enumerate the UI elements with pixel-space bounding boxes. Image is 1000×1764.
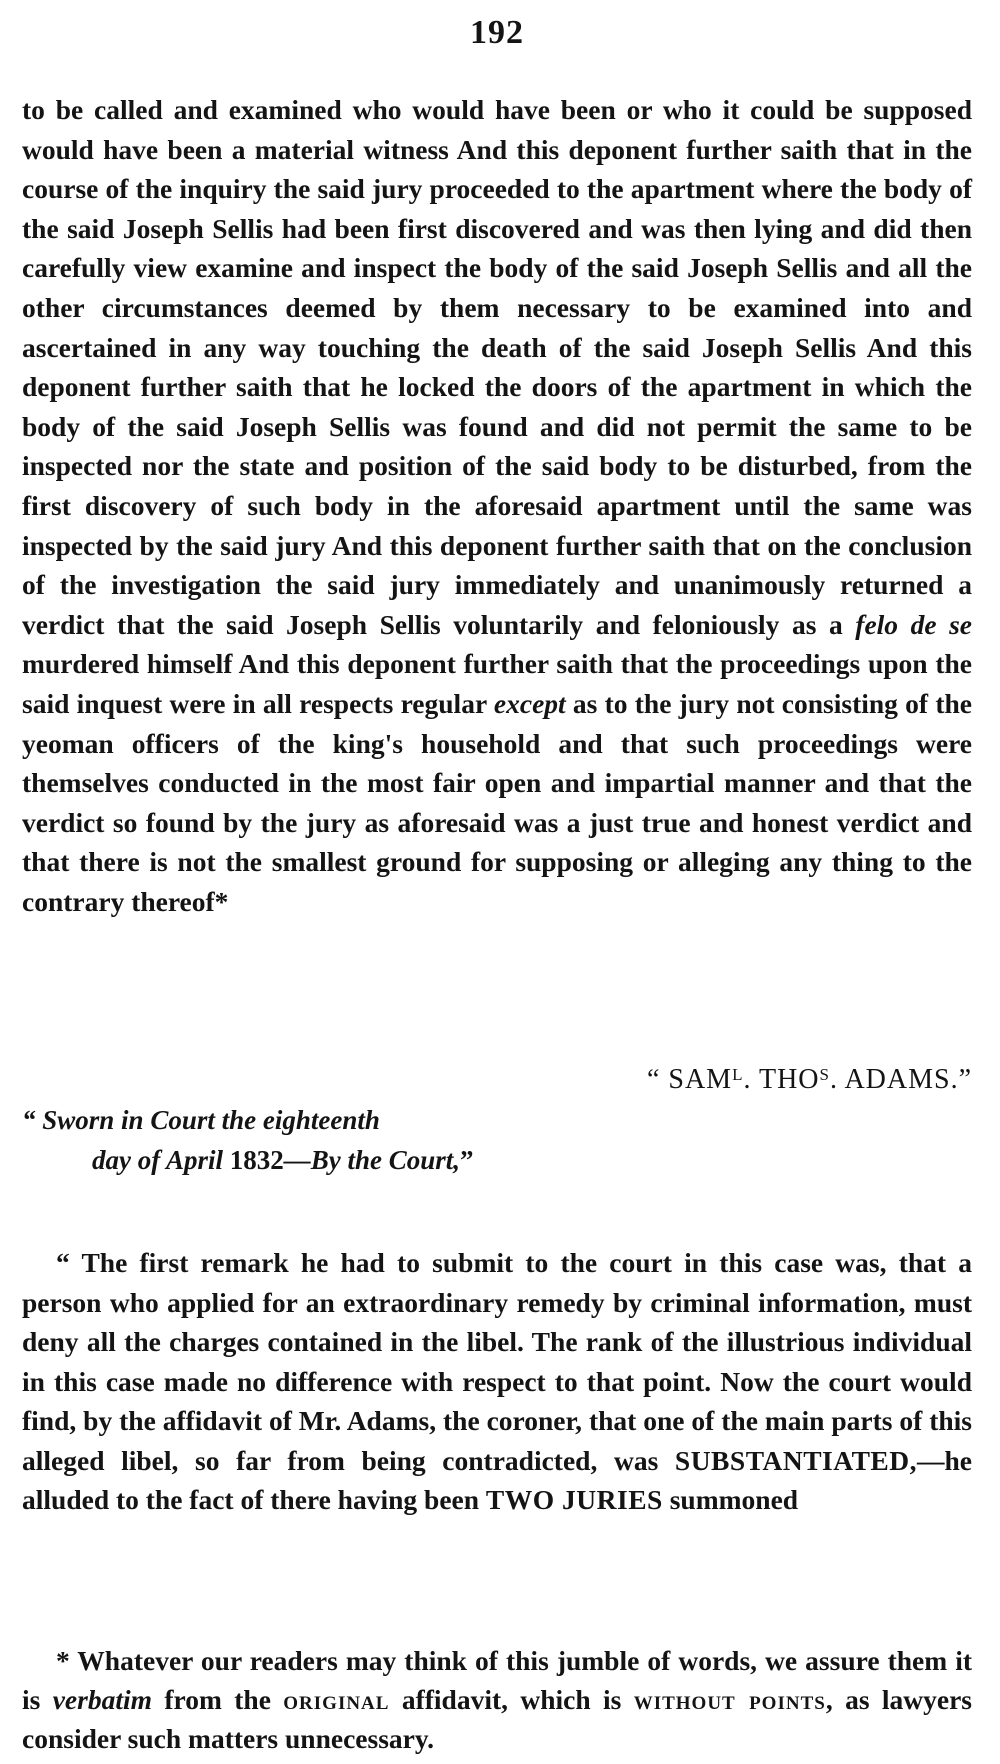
sworn-day-of-april: day of April: [92, 1145, 223, 1175]
felo-de-se-italic: felo de se: [855, 608, 972, 640]
signature-thos-sup: S: [819, 1065, 830, 1084]
sworn-year: 1832: [229, 1145, 284, 1175]
sworn-statement: [22, 1100, 474, 1180]
footnote-text-part2: from the: [164, 1684, 271, 1715]
signature-sam-sup: L: [732, 1065, 744, 1084]
signature-separator: .: [743, 1064, 759, 1095]
sworn-line-1-text: “ Sworn in Court the eighteenth: [22, 1105, 380, 1135]
footnote-text-part3: affidavit, which is: [401, 1684, 622, 1715]
footnote-text-part1: * Whatever our readers may think of this jumble of words, we assure them it is: [22, 1645, 972, 1715]
without-points-small-caps: without points: [633, 1684, 826, 1715]
sworn-by-the-court: —By the Court,: [283, 1145, 461, 1175]
footnote: [22, 1641, 972, 1758]
sworn-close-quote: ”: [460, 1145, 474, 1175]
signature-open-quote: “: [646, 1064, 661, 1095]
except-italic: except: [493, 687, 566, 719]
remark-text-part3: summoned: [669, 1484, 799, 1515]
deposition-text-part2: murdered himself And this deponent further saith that the proceedings upon the said inquest were in all respects regular: [22, 648, 972, 719]
remark-text-part1: “ The first remark he had to submit to the court in this case was, that a person who applied for an extraordinary remedy by criminal information, must deny all the charges contained in the libel. The rank of the illustrious individual in this case made no difference with respect to that point. Now the court would find, by the affidavit of Mr. Adams, the coroner, that one of the main parts of this alleged libel, so far from being contradicted, was: [22, 1247, 972, 1476]
page-number: 192: [470, 14, 524, 51]
footnote-text-part4: , as lawyers consider such matters unnecessary.: [22, 1684, 972, 1754]
signature-thos: THO: [758, 1064, 820, 1095]
verbatim-italic: verbatim: [52, 1684, 152, 1715]
deposition-paragraph: [22, 90, 972, 921]
signature-sam: SAM: [668, 1064, 733, 1095]
deposition-text-part1: to be called and examined who would have been or who it could be supposed would have been a material witness And this deponent further saith that in the course of the inquiry the said jury proceeded to the apartment where the body of the said Joseph Sellis had been first discovered and was then lying and did then carefully view examine and inspect the body of the said Joseph Sellis and all the other circumstances deemed by them necessary to be examined into and ascertained in any way touching the death of the said Joseph Sellis And this deponent further saith that he locked the doors of the apartment in which the body of the said Joseph Sellis was found and did not permit the same to be inspected nor the state and position of the said body to be disturbed, from the first discovery of such body in the aforesaid apartment until the same was inspected by the said jury And this deponent further saith that on the conclusion of the investigation the said jury immediately and unanimously returned a verdict that the said Joseph Sellis voluntarily and feloniously as a: [22, 94, 972, 640]
remark-paragraph: [22, 1243, 972, 1520]
sworn-line-1: [22, 1100, 474, 1140]
original-small-caps: original: [283, 1684, 390, 1715]
substantiated-caps: SUBSTANTIATED,: [674, 1444, 917, 1476]
book-page: [22, 0, 972, 1764]
remark-text-part2: —he alluded to the fact of there having been: [22, 1444, 972, 1515]
sworn-line-2: [22, 1140, 474, 1180]
signature-adams: . ADAMS.”: [829, 1064, 972, 1095]
deposition-text-part3: as to the jury not consisting of the yeoman officers of the king's household and that such proceedings were themselves conducted in the most fair open and impartial manner and that the verdict so found by the jury as aforesaid was a just true and honest verdict and that there is not the smallest ground for supposing or alleging any thing to the contrary thereof*: [22, 687, 972, 917]
coroner-signature: [647, 1058, 972, 1097]
two-juries-caps: TWO JURIES: [485, 1484, 663, 1515]
